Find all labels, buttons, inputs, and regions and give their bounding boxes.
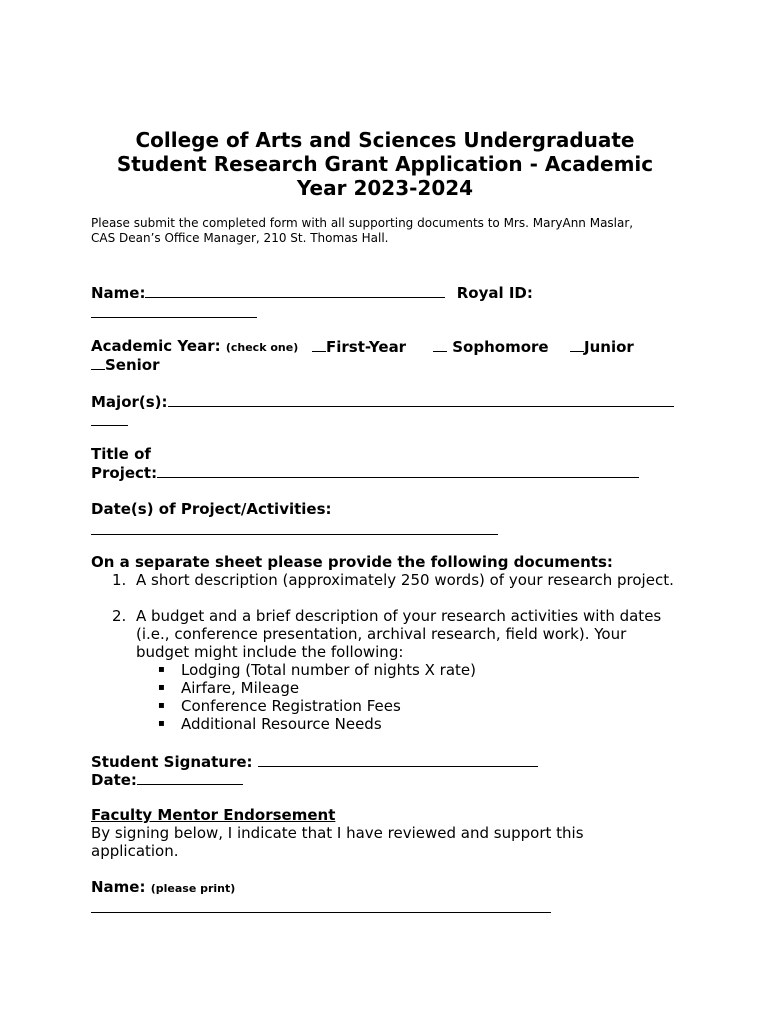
student-signature-field[interactable] bbox=[258, 752, 538, 767]
date-field[interactable] bbox=[137, 770, 243, 785]
majors-row bbox=[91, 392, 674, 411]
name-field[interactable] bbox=[145, 283, 445, 298]
dates-field-wrap bbox=[91, 520, 498, 539]
date-label: Date: bbox=[91, 771, 137, 789]
bullet-square-icon: ▪ bbox=[158, 700, 165, 711]
submission-instructions: Please submit the completed form with all supporting documents to Mrs. MaryAnn Maslar, CAS Dean’s Office Manager, 210 St. Thomas Hall. bbox=[91, 216, 634, 245]
majors-field-continued[interactable] bbox=[91, 411, 128, 426]
faculty-heading: Faculty Mentor Endorsement bbox=[91, 806, 336, 824]
faculty-statement: By signing below, I indicate that I have reviewed and support this application. bbox=[91, 824, 584, 860]
faculty-name-label: Name: bbox=[91, 878, 146, 896]
first-year-checkbox-line[interactable] bbox=[312, 337, 326, 352]
royal-id-field-wrap bbox=[91, 303, 257, 322]
name-label: Name: bbox=[91, 284, 146, 302]
academic-year-label: Academic Year: bbox=[91, 337, 221, 355]
list-item-budget: A budget and a brief description of your research activities with dates (i.e., conference presentation, archival research, field work). Your budget might include the following: bbox=[136, 607, 662, 661]
faculty-name-field[interactable] bbox=[91, 898, 551, 913]
documents-heading: On a separate sheet please provide the following documents: bbox=[91, 553, 613, 571]
project-title-field[interactable] bbox=[157, 463, 639, 478]
bullet-square-icon: ▪ bbox=[158, 682, 165, 693]
dates-field[interactable] bbox=[91, 520, 498, 535]
majors-field-cont-wrap bbox=[91, 411, 128, 430]
title-of-label-line: Title of bbox=[91, 445, 151, 463]
option-senior[interactable]: Senior bbox=[91, 355, 160, 374]
option-first-year[interactable]: First-Year bbox=[312, 337, 406, 356]
budget-item-lodging: Lodging (Total number of nights X rate) bbox=[181, 661, 476, 679]
senior-checkbox-line[interactable] bbox=[91, 355, 105, 370]
royal-id-label: Royal ID: bbox=[456, 284, 533, 302]
faculty-name-row bbox=[91, 878, 235, 898]
sophomore-checkbox-line[interactable] bbox=[433, 337, 447, 352]
budget-item-registration: Conference Registration Fees bbox=[181, 697, 401, 715]
list-number-1: 1. bbox=[112, 571, 127, 589]
project-title-row bbox=[91, 463, 639, 482]
budget-item-resources: Additional Resource Needs bbox=[181, 715, 382, 733]
option-junior[interactable]: Junior bbox=[570, 337, 634, 356]
name-row bbox=[91, 283, 533, 302]
form-title: College of Arts and Sciences Undergraduate Student Research Grant Application - Academic Year 2023-2024 bbox=[116, 128, 654, 200]
budget-item-airfare: Airfare, Mileage bbox=[181, 679, 300, 697]
option-sophomore[interactable]: Sophomore bbox=[433, 337, 549, 356]
list-item-description: A short description (approximately 250 words) of your research project. bbox=[136, 571, 674, 589]
bullet-square-icon: ▪ bbox=[158, 664, 165, 675]
check-one-hint: (check one) bbox=[225, 341, 299, 354]
royal-id-field[interactable] bbox=[91, 303, 257, 318]
bullet-square-icon: ▪ bbox=[158, 718, 165, 729]
dates-label: Date(s) of Project/Activities: bbox=[91, 500, 332, 518]
faculty-name-field-wrap bbox=[91, 898, 551, 917]
please-print-hint: (please print) bbox=[150, 882, 236, 895]
student-signature-row bbox=[91, 752, 538, 771]
list-number-2: 2. bbox=[112, 607, 127, 625]
majors-label: Major(s): bbox=[91, 393, 168, 411]
student-signature-label: Student Signature: bbox=[91, 753, 253, 771]
majors-field[interactable] bbox=[168, 392, 674, 407]
project-title-label: Project: bbox=[91, 464, 158, 482]
date-row bbox=[91, 770, 243, 789]
junior-checkbox-line[interactable] bbox=[570, 337, 584, 352]
